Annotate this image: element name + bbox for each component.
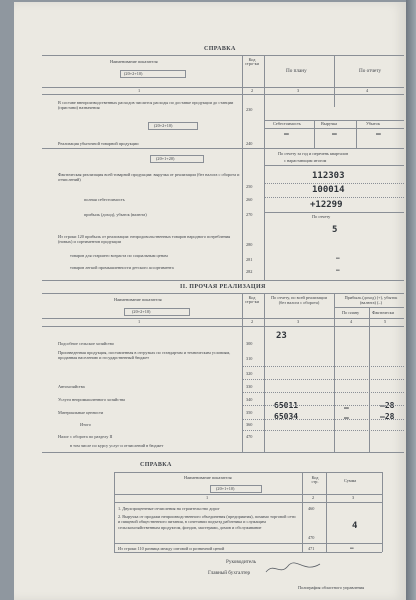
printer-note: Полиграфия областного управления xyxy=(298,585,365,590)
other-col-name: Наименование показателя xyxy=(114,297,162,302)
statistical-form-sheet xyxy=(14,2,406,600)
col-name-header: Наименование показателя xyxy=(110,59,158,64)
other-row-code: 330 xyxy=(246,384,253,389)
col-plan-header: По плану xyxy=(286,68,307,74)
idx-4: 4 xyxy=(366,88,369,93)
idx-3: 3 xyxy=(297,88,300,93)
other-row-label: Налог с оборота по разделу II xyxy=(58,434,113,439)
row-240-code: 240 xyxy=(246,141,253,146)
other-col-code: Код стро-ки xyxy=(245,295,259,305)
ref2-row-1-label: 1. Двухпроцентные отчисления на строительство дорог xyxy=(118,506,220,511)
other-idx-5: 5 xyxy=(384,319,387,324)
row-282-code: 282 xyxy=(246,269,253,274)
row-260-value: 100014 xyxy=(312,185,345,195)
handwritten-signature xyxy=(264,558,324,578)
row-281-code: 281 xyxy=(246,257,253,262)
other-row-label: в том числе по курсу услуг и отчислений в бюджет xyxy=(70,443,164,448)
row-250-label: Фактическая реализация всей товарной продукции: выручка от реализации (без налога с оборота и отчислений) xyxy=(58,172,240,183)
other-col-plan: По плану xyxy=(342,310,360,315)
row-270-label: прибыль (доход), убыток (валюта) xyxy=(84,212,147,217)
other-formula: (20+2+10) xyxy=(132,309,151,314)
other-row-label: Услуги непромышленного хозяйства xyxy=(58,397,125,402)
cost-dash: – xyxy=(284,129,289,138)
other-idx-1: 1 xyxy=(138,319,141,324)
other-row-plan: – xyxy=(344,413,349,422)
other-row-revenue: 65034 xyxy=(274,412,299,421)
sub-header-cost: Себестоимость xyxy=(273,121,301,126)
ref2-row-1-code: 460 xyxy=(308,506,315,511)
other-row-label: Автохозяйства xyxy=(58,384,85,389)
formula-label-3: (20+1+20) xyxy=(156,156,175,161)
other-row-code: 300 xyxy=(246,341,253,346)
idx-1: 1 xyxy=(138,88,141,93)
other-row-fact: –28 xyxy=(380,412,395,421)
row-280-code: 280 xyxy=(246,242,253,247)
binding-edge xyxy=(406,0,416,600)
row-281-label: товаров для старшего возраста по социальным ценам xyxy=(70,253,168,258)
ref2-row-3-code: 471 xyxy=(308,546,315,551)
reference-title: СПРАВКА xyxy=(204,46,236,52)
other-idx-2: 2 xyxy=(251,319,254,324)
other-idx-3: 3 xyxy=(297,319,300,324)
row-280-value: 5 xyxy=(332,225,338,235)
ref2-idx-1: 1 xyxy=(206,495,209,500)
ref2-idx-3: 3 xyxy=(352,495,355,500)
other-col-fact: Фактически xyxy=(372,310,394,315)
col-report-header: По отчету xyxy=(359,68,382,74)
ref2-col-sum: Сумма xyxy=(344,478,357,483)
row-270-code: 270 xyxy=(246,212,253,217)
other-row-label: Материальные ценности xyxy=(58,410,104,415)
signature-head-label: Руководитель xyxy=(226,559,257,565)
row-282-dash: – xyxy=(336,267,340,274)
other-row-code: 320 xyxy=(246,371,253,376)
ref2-row-2-label: 2. Выручка от продажи непроизводственного объединения (предприятия), помимо торговой сети и пищевой общественного питания, в сочетании подъезд работника и служащим сельскохозяйственным продуктом, фондов, мастерами, домов и обслуживание xyxy=(118,514,296,530)
other-sales-title: II. ПРОЧАЯ РЕАЛИЗАЦИЯ xyxy=(180,284,266,290)
ref2-row-3-label: Из строки 110 разница между оптовой и розничной ценой xyxy=(118,546,225,551)
other-col-revenue: По отчету, по всей реализации (без налога с оборота) xyxy=(271,295,327,306)
other-row-label: Подсобное сельское хозяйство xyxy=(58,341,115,346)
row-281-dash: – xyxy=(336,255,340,262)
other-row-code: 360 xyxy=(246,422,253,427)
row-260-label: полная себестоимость xyxy=(84,197,125,202)
other-col-profit: Прибыль (доход) (+), убыток (валюта) (–) xyxy=(344,295,398,306)
other-row-code: 470 xyxy=(246,434,253,439)
row-260-code: 260 xyxy=(246,197,253,202)
ref2-row-3-dash: – xyxy=(350,545,354,552)
ref2-col-name: Наименование показателя xyxy=(184,475,232,480)
other-row-revenue: 23 xyxy=(276,331,287,341)
row-270-value: +12299 xyxy=(310,200,343,210)
other-row-label: Итого xyxy=(80,422,91,427)
note-fact: По отчету за год и перечень кварталов xyxy=(278,151,349,156)
other-row-label: Произведенная продукция, поставленная в отгрузках по стандартам и техническим условиям, проданная населению и государственный бюджет xyxy=(58,350,231,361)
sub-header-loss: Убыток xyxy=(366,121,380,126)
row-250-code: 250 xyxy=(246,184,253,189)
other-row-code: 340 xyxy=(246,397,253,402)
row-230-label: В составе внепроизводственных расходов числится расходы по доставке продукции до станции (пристани) назначения xyxy=(58,100,234,111)
other-row-fact: –28 xyxy=(380,401,395,410)
other-row-code: 310 xyxy=(246,356,253,361)
row-250-value: 112303 xyxy=(312,171,345,181)
po-otchetu-label: По отчету xyxy=(312,214,331,219)
ref2-col-code: Код стр. xyxy=(311,475,319,485)
row-280-label: Из строки 120 прибыль от реализации: непродовольственных товаров народного потребления (новых) и сортиментов продукции xyxy=(58,234,231,245)
other-row-code: 350 xyxy=(246,410,253,415)
ref2-row-2-code: 470 xyxy=(308,535,315,540)
other-idx-4: 4 xyxy=(350,319,353,324)
signature-accountant-label: Главный бухгалтер xyxy=(208,570,251,576)
idx-2: 2 xyxy=(251,88,254,93)
row-240-label: Реализация убыточной товарной продукции xyxy=(58,141,139,146)
row-230-code: 230 xyxy=(246,107,253,112)
revenue-dash: – xyxy=(332,129,337,138)
note-fact-2: с нарастающим итогом xyxy=(284,158,327,163)
col-code-header: Код стро-ки xyxy=(245,57,259,67)
other-row-revenue: 65011 xyxy=(274,401,299,410)
reference2-title: СПРАВКА xyxy=(140,462,172,468)
loss-dash: – xyxy=(376,129,381,138)
ref2-row-2-value: 4 xyxy=(352,521,358,531)
ref2-formula: (20+1+10) xyxy=(216,486,235,491)
formula-label-2: (20+2+10) xyxy=(154,123,173,128)
other-row-plan: – xyxy=(344,403,349,412)
sub-header-revenue: Выручка xyxy=(321,121,338,126)
ref2-idx-2: 2 xyxy=(312,495,315,500)
row-282-label: товаров легкой промышленности детского ассортимента xyxy=(70,265,174,270)
formula-label: (20+2+10) xyxy=(124,71,143,76)
